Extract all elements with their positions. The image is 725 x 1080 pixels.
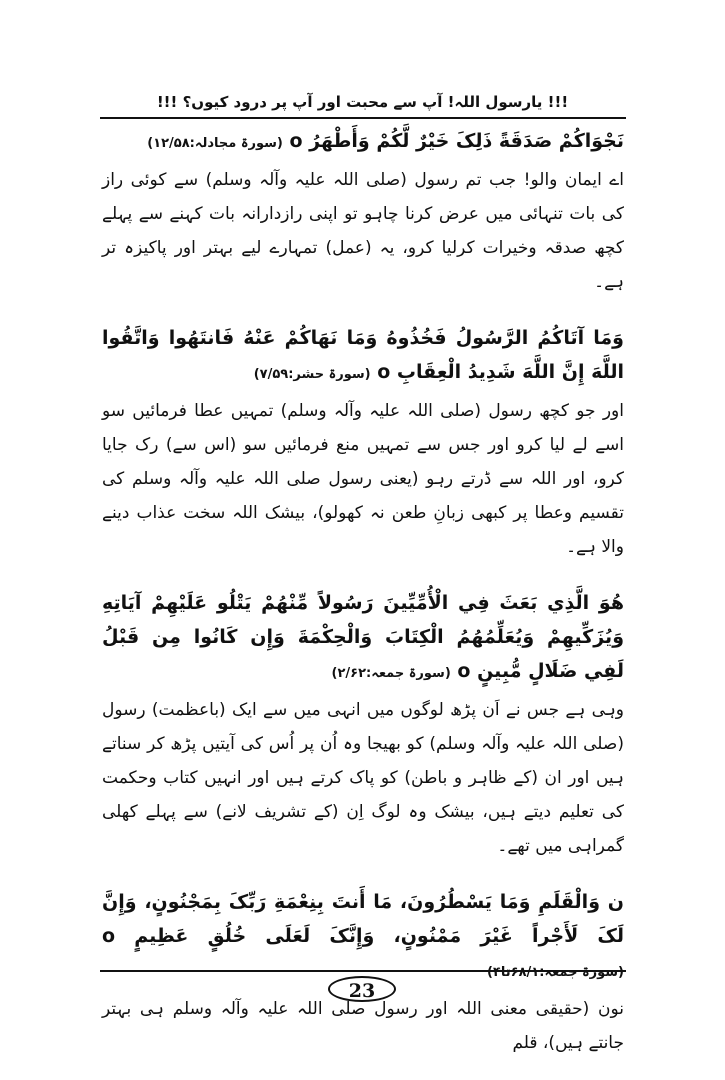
quran-verse-3 bbox=[102, 586, 624, 691]
verse-reference: (سورۃ مجادلہ:۱۲/۵۸) bbox=[147, 136, 283, 151]
urdu-translation-1: اے ایمان والو! جب تم رسول (صلی اللہ علیہ وآلہ وسلم) سے کوئی راز کی بات تنہائی میں عرض کرنا چاہو تو اپنی رازدارانہ بات کہنے سے پہلے کچھ صدقہ وخیرات کرلیا کرو، یہ (عمل) تمہارے لیے بہتر اور پاکیزہ تر ہے۔ bbox=[102, 170, 624, 292]
verse-reference: (سورۃ جمعہ:۶۸/۱تا۴) bbox=[487, 965, 624, 980]
quran-verse-1 bbox=[102, 124, 624, 161]
verse-text: ن وَالْقَلَمِ وَمَا يَسْطُرُونَ، مَا أَنتَ بِنِعْمَةِ رَبِّکَ بِمَجْنُونٍ، وَإِنَّ لَکَ لَأَجْراً غَيْرَ مَمْنُونٍ، وَإِنَّکَ لَعَلَى خُلُقٍ عَظِيمٍ o bbox=[102, 891, 624, 947]
urdu-translation-3: وہی ہے جس نے اَن پڑھ لوگوں میں انہی میں سے ایک (باعظمت) رسول (صلی اللہ علیہ وآلہ وسلم) کو بھیجا وہ اُن پر اُس کی آیتیں پڑھ کر سناتے ہیں اور ان (کے ظاہر و باطن) کو پاک کرتے ہیں اور انہیں کتاب وحکمت کی تعلیم دیتے ہیں، بیشک وہ لوگ اِن (کے تشریف لانے) سے پہلے کھلی گمراہی میں تھے۔ bbox=[102, 700, 624, 856]
urdu-translation-2: اور جو کچھ رسول (صلی اللہ علیہ وآلہ وسلم) تمہیں عطا فرمائیں سو اسے لے لیا کرو اور جس سے تمہیں منع فرمائیں سو (اس سے) رک جایا کرو، اور اللہ سے ڈرتے رہو (یعنی رسول صلی اللہ علیہ وآلہ وسلم کی تقسیم وعطا پر کبھی زبانِ طعن نہ کھولو)، بیشک اللہ سخت عذاب دینے والا ہے۔ bbox=[102, 401, 624, 557]
quran-verse-2 bbox=[102, 321, 624, 392]
footer-rule bbox=[100, 970, 626, 972]
verse-text: نَجْوَاكُمْ صَدَقَةً ذَلِکَ خَيْرٌ لَّکُمْ وَأَطْهَرُ o bbox=[289, 130, 624, 152]
verse-reference: (سورۃ حشر:۷/۵۹) bbox=[253, 367, 371, 382]
quran-verse-4 bbox=[102, 885, 624, 990]
verse-reference: (سورۃ جمعہ:۲/۶۲) bbox=[331, 666, 451, 681]
page-number: 23 bbox=[328, 976, 396, 1002]
urdu-translation-4: نون (حقیقی معنی اللہ اور رسول صلی اللہ علیہ وآلہ وسلم ہی بہتر جانتے ہیں)، قلم bbox=[102, 999, 624, 1053]
running-header: !!! یارسول اللہ! آپ سے محبت اور آپ پر درود کیوں؟ !!! bbox=[156, 93, 569, 111]
verse-text: هُوَ الَّذِي بَعَثَ فِي الْأُمِّيِّينَ رَسُولاً مِّنْهُمْ يَتْلُو عَلَيْهِمْ آيَاتِهِ وَيُزَكِّيهِمْ وَيُعَلِّمُهُمُ الْكِتَابَ وَالْحِكْمَةَ وَإِن كَانُوا مِن قَبْلُ لَفِي ضَلَالٍ مُّبِينٍ o bbox=[102, 592, 624, 682]
header-rule bbox=[100, 117, 626, 119]
verse-text: وَمَا آتَاكُمُ الرَّسُولُ فَخُذُوهُ وَمَا نَهَاكُمْ عَنْهُ فَانتَهُوا وَاتَّقُوا اللَّهَ إِنَّ اللَّهَ شَدِيدُ الْعِقَابِ o bbox=[102, 327, 624, 383]
